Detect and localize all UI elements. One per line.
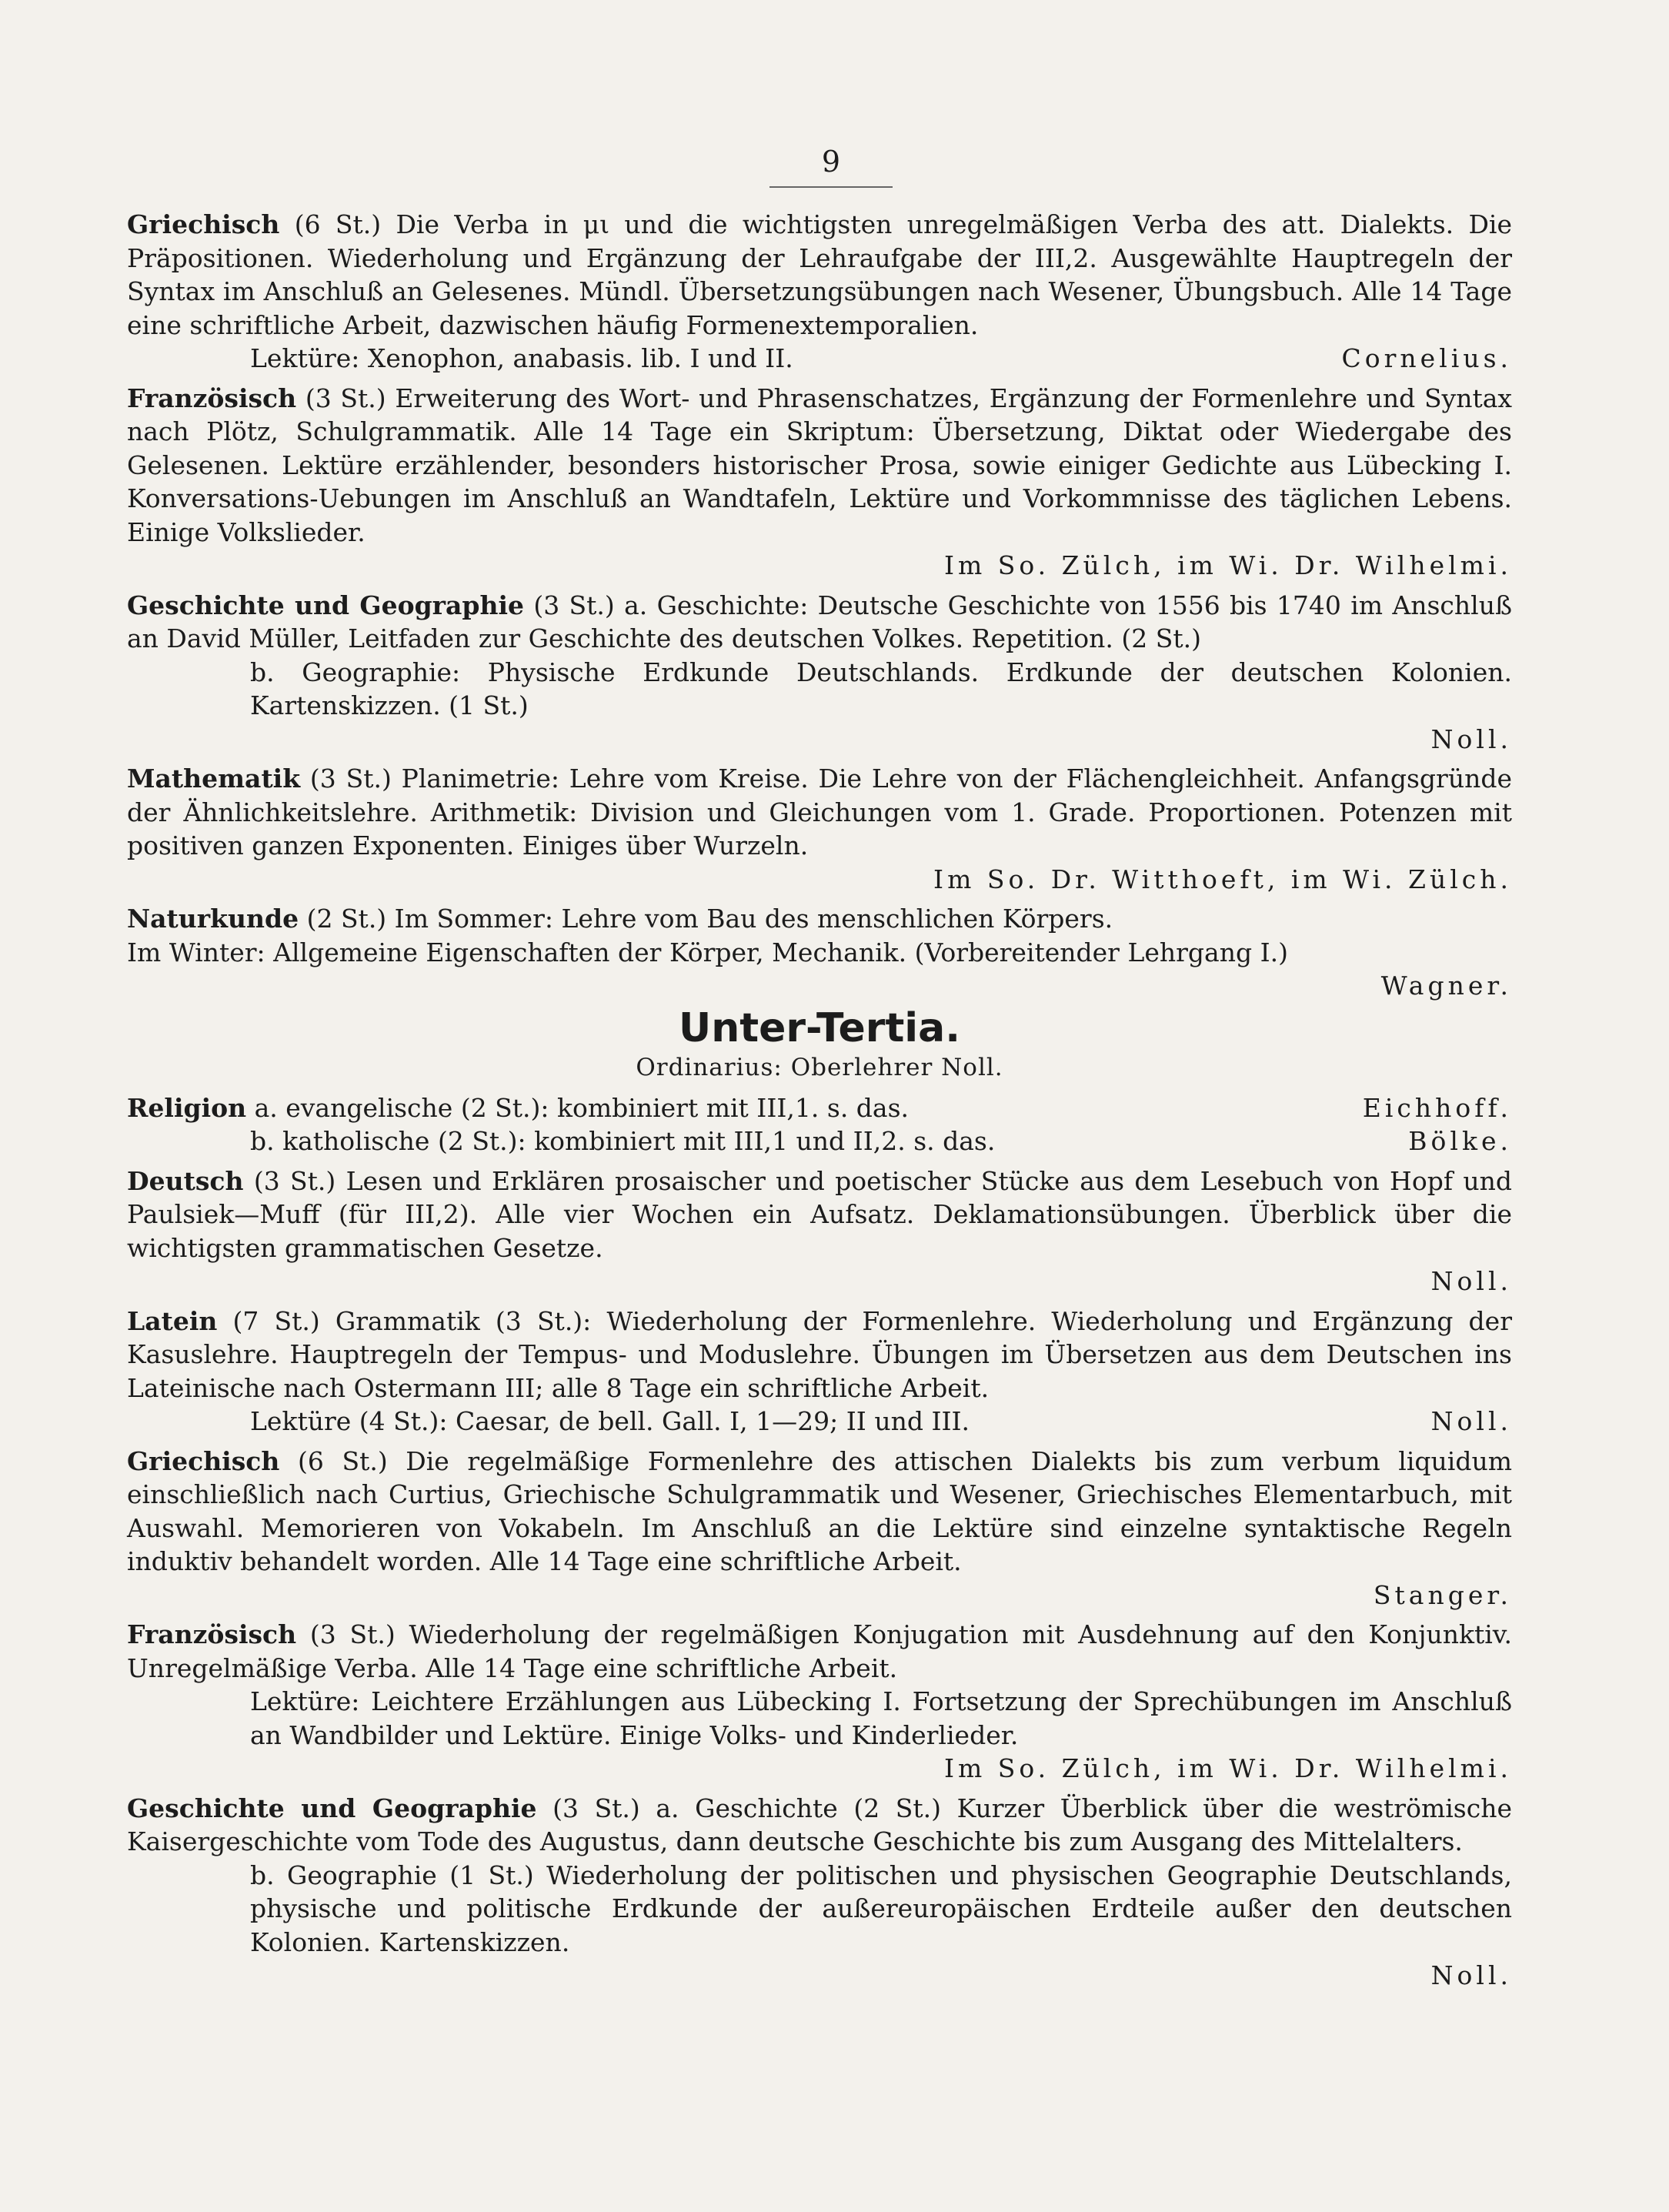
subject-heading: Mathematik [127,764,301,794]
teacher-name: Im So. Zülch, im Wi. Dr. Wilhelmi. [943,1753,1512,1783]
teacher-name: Noll. [1430,1960,1512,1990]
subject-heading: Geschichte und Geographie [127,590,525,620]
entry-griechisch-untertertia [127,1445,1512,1612]
entry-text: (6 St.) Die Verba in μι und die wichtigsten unregelmäßigen Verba des att. Dialekts. Die Präpositionen. Wiederholung und Ergänzung der Lehraufgabe der III,2. Ausgewählte Hauptregeln der Syntax im Anschluß an Gelesenes. Mündl. Übersetzungsübungen nach Wesener, Übungsbuch. Alle 14 Tage eine schriftliche Arbeit, dazwischen häufig Formenextemporalien. [127,209,1512,340]
entry-text-katholisch: b. katholische (2 St.): kombiniert mit III,1 und II,2. s. das. [250,1126,996,1156]
teacher-name: Noll. [1430,1406,1512,1436]
teacher-name: Im So. Zülch, im Wi. Dr. Wilhelmi. [943,550,1512,580]
entry-religion [127,1091,1512,1158]
section-title: Unter-Tertia. [679,1004,960,1051]
subject-heading: Französisch [127,383,297,413]
entry-text: a. evangelische (2 St.): kombiniert mit III,1. s. das. [254,1092,910,1123]
entry-text: (6 St.) Die regelmäßige Formenlehre des attischen Dialekts bis zum verbum liquidum einschließlich nach Curtius, Griechische Schulgrammatik und Wesener, Griechisches Elementarbuch, mit Auswahl. Memorieren von Vokabeln. Im Anschluß an die Lektüre sind einzelne syntaktische Regeln induktiv behandelt worden. Alle 14 Tage eine schriftliche Arbeit. [127,1445,1513,1576]
entry-latein [127,1305,1512,1438]
entry-text-winter: Im Winter: Allgemeine Eigenschaften der Körper, Mechanik. (Vorbereitender Lehrgang I.) [127,937,1288,967]
teacher-name: Noll. [1430,1266,1512,1296]
subject-heading: Religion [127,1092,247,1123]
entry-text: (3 St.) Lesen und Erklären prosaischer und poetischer Stücke aus dem Lesebuch von Hopf und Paulsiek—Muff (für III,2). Alle vier Wochen ein Aufsatz. Deklamationsübungen. Überblick über die wichtigsten grammatischen Gesetze. [127,1165,1512,1263]
page-number: 9 [821,145,841,179]
teacher-name: Bölke. [1408,1126,1512,1156]
subject-heading: Deutsch [127,1165,244,1196]
page-number-rule [769,186,893,188]
entry-geschichte-geographie-untertertia [127,1792,1512,1993]
teacher-name: Stanger. [1373,1579,1512,1610]
entry-franzoesisch [127,382,1512,583]
entry-text: (3 St.) Erweiterung des Wort- und Phrasenschatzes, Ergänzung der Formenlehre und Syntax nach Plötz, Schulgrammatik. Alle 14 Tage ein Skriptum: Übersetzung, Diktat oder Wiedergabe des Gelesenen. Lektüre erzählender, besonders historischer Prosa, sowie einiger Gedichte aus Lübecking I. Konversations-Uebungen im Anschluß an Wandtafeln, Lektüre und Vorkommnisse des täglichen Lebens. Einige Volkslieder. [127,383,1512,547]
reading-text: Lektüre: Leichtere Erzählungen aus Lübecking I. Fortsetzung der Sprechübungen im Anschluß an Wandbilder und Lektüre. Einige Volks- und Kinderlieder. [250,1686,1512,1750]
teacher-name: Eichhoff. [1362,1092,1512,1123]
subject-heading: Griechisch [127,1445,280,1476]
entry-text: (2 St.) Im Sommer: Lehre vom Bau des menschlichen Körpers. [306,904,1113,934]
subject-heading: Geschichte und Geographie [127,1793,537,1823]
subject-heading: Naturkunde [127,904,299,934]
teacher-name: Wagner. [1380,971,1512,1001]
teacher-name: Noll. [1430,723,1512,754]
entry-text-geographie: b. Geographie (1 St.) Wiederholung der politischen und physischen Geographie Deutschlands, physische und politische Erdkunde der außereuropäischen Erdteile außer den deutschen Kolonien. Kartenskizzen. [250,1859,1512,1957]
entry-text: (3 St.) Planimetrie: Lehre vom Kreise. Die Lehre von der Flächengleichheit. Anfangsgründe der Ähnlichkeitslehre. Arithmetik: Division und Gleichungen vom 1. Grade. Proportionen. Potenzen mit positiven ganzen Exponenten. Einiges über Wurzeln. [127,764,1512,860]
entry-text: (7 St.) Grammatik (3 St.): Wiederholung der Formenlehre. Wiederholung und Ergänzung der Kasuslehre. Hauptregeln der Tempus- und Moduslehre. Übungen im Übersetzen aus dem Deutschen ins Lateinische nach Ostermann III; alle 8 Tage ein schriftliche Arbeit. [127,1305,1512,1403]
entry-text: (3 St.) a. Geschichte (2 St.) Kurzer Überblick über die weströmische Kaisergeschichte vom Tode des Augustus, dann deutsche Geschichte bis zum Ausgang des Mittelalters. [127,1793,1512,1856]
teacher-name: Cornelius. [1341,343,1512,373]
entry-geschichte-geographie [127,589,1512,757]
entry-text: (3 St.) Wiederholung der regelmäßigen Konjugation mit Ausdehnung auf den Konjunktiv. Unregelmäßige Verba. Alle 14 Tage eine schriftliche Arbeit. [127,1619,1512,1683]
subject-heading: Latein [127,1305,218,1336]
reading-text: Lektüre: Xenophon, anabasis. lib. I und II. [250,343,793,373]
reading-text: Lektüre (4 St.): Caesar, de bell. Gall. I, 1—29; II und III. [250,1406,970,1436]
entry-mathematik [127,762,1512,896]
entry-griechisch [127,208,1512,376]
ordinarius-line: Ordinarius: Oberlehrer Noll. [636,1054,1003,1081]
page-content [127,208,1512,1993]
entry-text: (3 St.) a. Geschichte: Deutsche Geschichte von 1556 bis 1740 im Anschluß an David Müller, Leitfaden zur Geschichte des deutschen Volkes. Repetition. (2 St.) [127,590,1512,653]
entry-deutsch [127,1164,1512,1298]
entry-text-geographie: b. Geographie: Physische Erdkunde Deutschlands. Erdkunde der deutschen Kolonien. Kartenskizzen. (1 St.) [250,657,1512,720]
subject-heading: Französisch [127,1619,297,1649]
entry-naturkunde [127,902,1512,1003]
teacher-name: Im So. Dr. Witthoeft, im Wi. Zülch. [933,864,1512,894]
subject-heading: Griechisch [127,209,280,239]
entry-franzoesisch-untertertia [127,1618,1512,1786]
